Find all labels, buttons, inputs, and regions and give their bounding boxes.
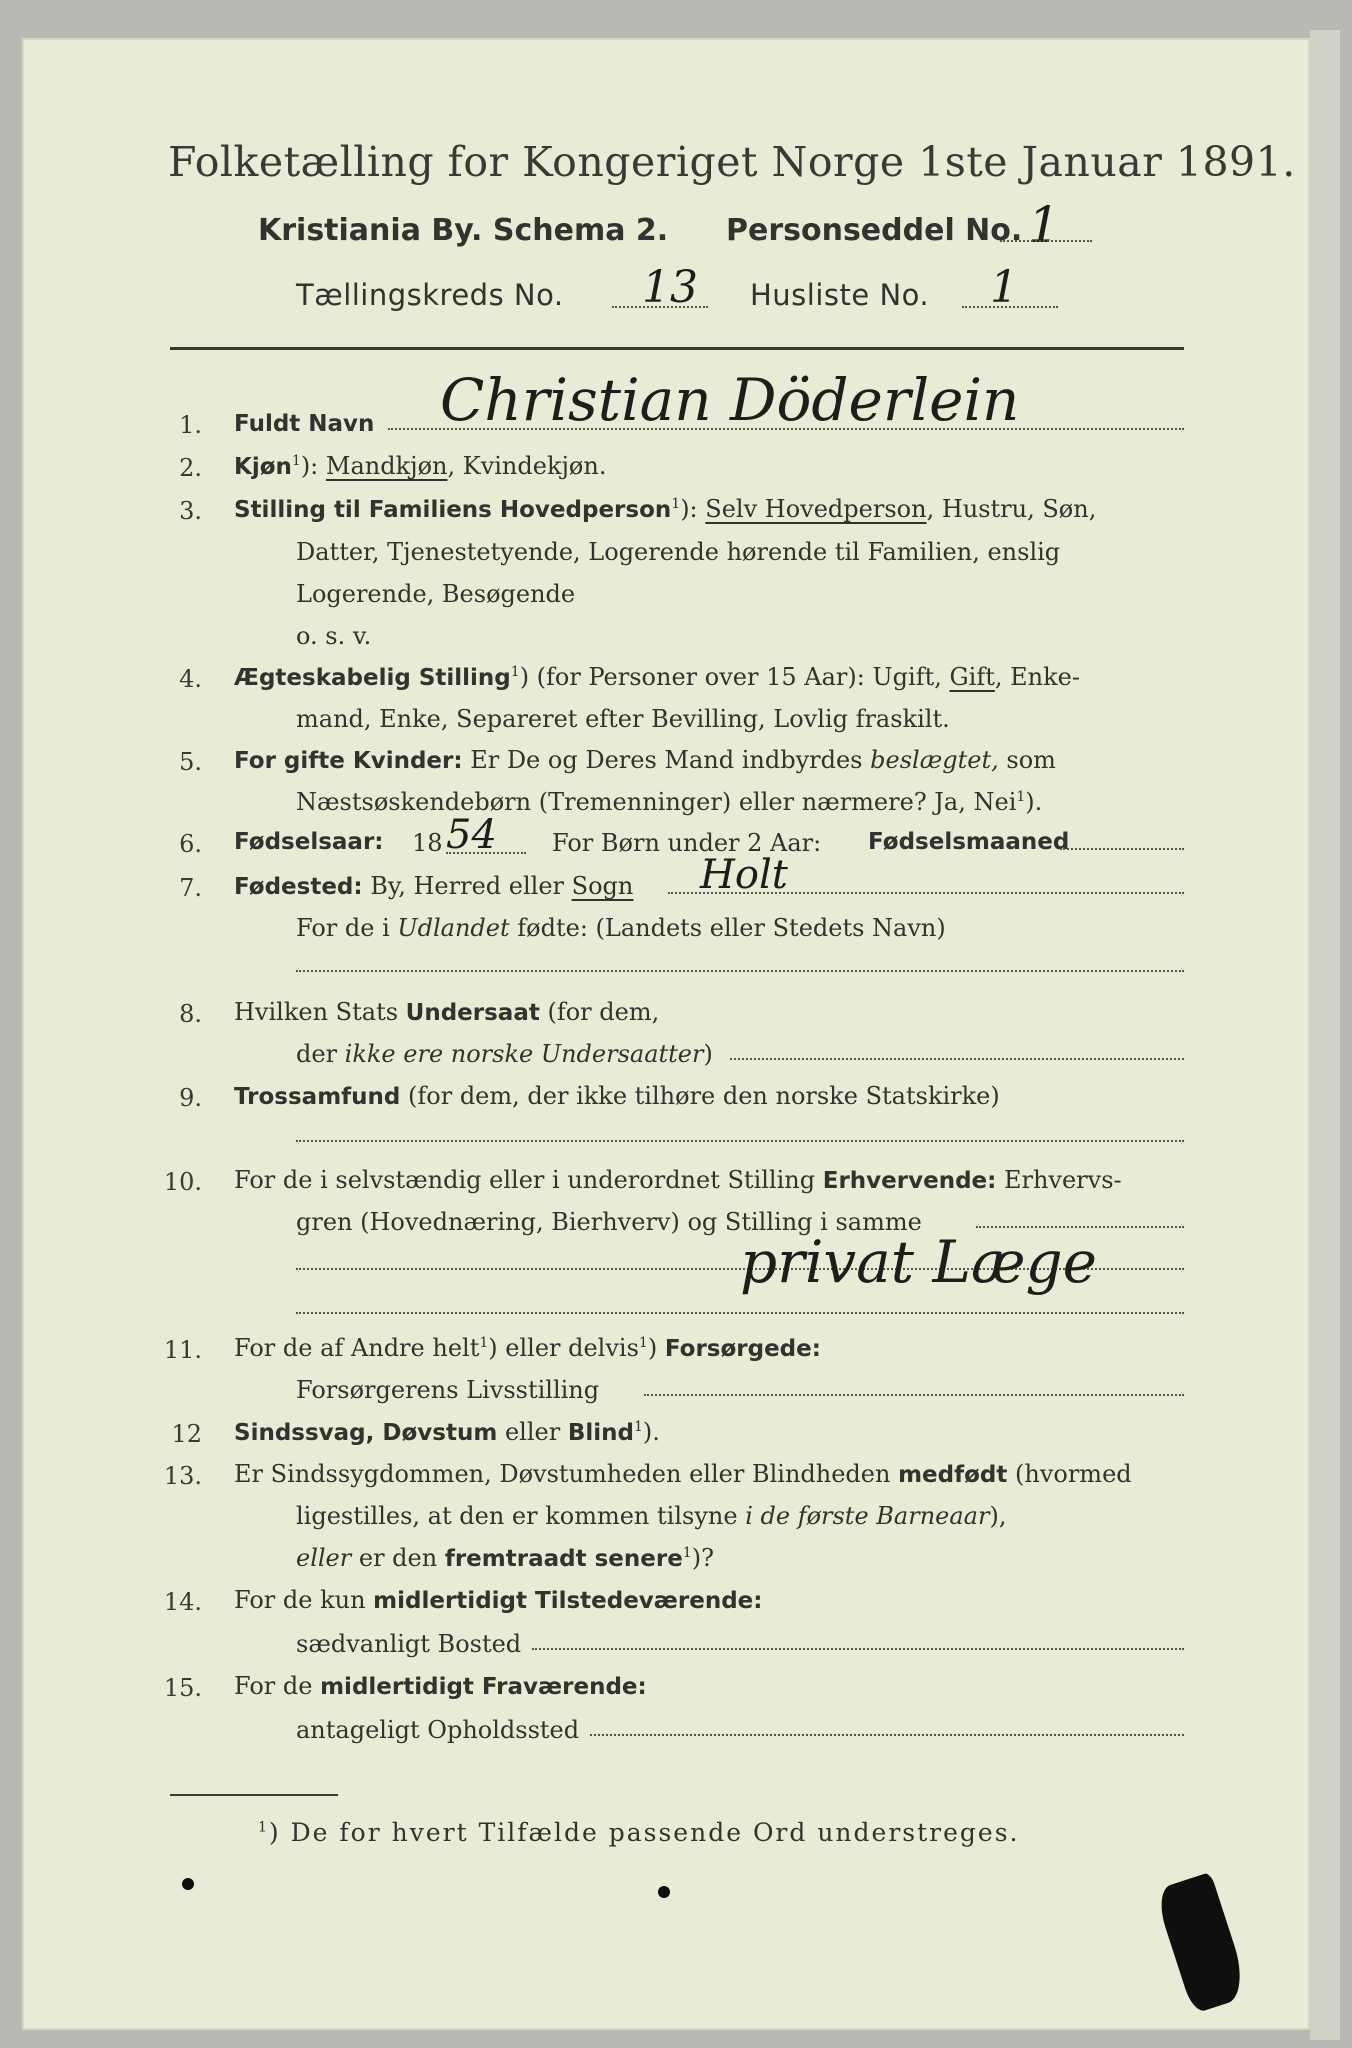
early-childhood-text: i de første Barneaar [745,1502,990,1530]
footnote-ref: 1 [638,1335,648,1351]
head-of-household-option: Selv Hovedperson [705,495,927,523]
footnote-ref: 1 [510,664,520,680]
end: ). [1025,788,1043,816]
provider-occupation-label: Forsørgerens Livsstilling [296,1376,600,1404]
abroad-dots [296,970,1184,972]
personseddel-number: 1 [1028,196,1060,254]
occupation-line2: gren (Hovednæring, Bierhverv) og Stilling i samme [296,1208,922,1236]
married-women-line [234,746,1056,774]
citizenship-dots [730,1058,1184,1060]
item-number: 12 [171,1420,202,1448]
husliste-number: 1 [990,262,1018,313]
birth-month-dots [1060,848,1184,850]
temp-present-label: midlertidigt Tilstedeværende: [373,1588,763,1614]
footnote-ref: 1 [1016,789,1026,805]
header-rule [170,347,1184,350]
abroad-rest: fødte: (Landets eller Stedets Navn) [509,914,946,942]
married-women-rest: som [998,746,1056,774]
dependents-label: Forsørgede: [664,1336,821,1362]
footnote [258,1818,1019,1847]
dependents-mid: ) eller delvis [488,1334,639,1362]
census-form-sheet [22,38,1310,2030]
household-options-line3: Logerende, Besøgende [296,580,576,608]
birth-year-label: Fødselsaar: [234,829,384,855]
citizenship-line2-pre: der [296,1040,345,1068]
personseddel-label: Personseddel No. [726,213,1023,248]
occupation-answer: privat Læge [740,1228,1097,1296]
kreds-dots [612,306,708,308]
marital-status-line [234,663,1080,691]
usual-residence-dots [532,1648,1184,1650]
end: ). [642,1418,660,1446]
religion-rest: (for dem, der ikke tilhøre den norske Statskirke) [400,1082,1000,1110]
item-number: 8. [179,1000,202,1028]
religion-label: Trossamfund [234,1084,401,1110]
footnote-ref: 1 [479,1335,489,1351]
married-women-pre: Er De og Deres Mand indbyrdes [462,746,871,774]
blind-label: Blind [567,1420,634,1446]
household-position-line [234,495,1096,523]
congenital-line2-pre: ligestilles, at den er kommen tilsyne [296,1502,746,1530]
paren: ) [703,1040,713,1068]
household-position-label: Stilling til Familiens Hovedperson [234,497,672,523]
paren: ) [647,1334,658,1362]
household-options-line2: Datter, Tjenestetyende, Logerende hørende til Familien, enslig [296,538,1061,566]
or-word: eller [296,1544,352,1572]
dependents-pre: For de af Andre helt [234,1334,480,1362]
related-word: beslægtet, [870,746,999,774]
household-options-line4: o. s. v. [296,622,372,650]
citizenship-label: Undersaat [405,1000,540,1026]
usual-residence-label: sædvanligt Bosted [296,1630,522,1658]
footnote-ref: 1 [633,1419,643,1435]
probable-residence-dots [590,1734,1184,1736]
item-number: 9. [179,1084,202,1112]
page-edge [1310,30,1340,2040]
sex-line [234,452,606,480]
birthplace-line [234,872,633,900]
birthplace-line2 [296,914,946,942]
item-number: 7. [179,874,202,902]
birth-year-answer: 54 [446,812,497,858]
provider-dots [644,1394,1184,1396]
birth-year-prefix: 18 [412,829,443,857]
item-number: 6. [179,830,202,858]
household-options: , Hustru, Søn, [926,495,1097,523]
temp-present-line [234,1586,762,1614]
later-onset-label: fremtraadt senere [444,1546,683,1572]
item-number: 11. [163,1336,202,1364]
citizenship-line2 [296,1040,713,1068]
birth-year-dots [446,852,526,854]
colon: ): [680,495,698,523]
item-number: 15. [163,1674,202,1702]
temp-absent-label: midlertidigt Fraværende: [320,1674,647,1700]
congenital-line [234,1460,1132,1488]
parish-option: Sogn [571,872,634,900]
birth-month-label: Fødselsmaaned [868,829,1070,855]
under-two-label: For Børn under 2 Aar: [552,829,822,857]
married-option: Gift [949,663,995,691]
occupation-line [234,1166,1122,1194]
marital-status-line2: mand, Enke, Separeret efter Bevilling, Lovlig fraskilt. [296,705,950,733]
sex-other-options: , Kvindekjøn. [447,452,607,480]
ink-speck [182,1878,194,1890]
congenital-pre: Er Sindssygdommen, Døvstumheden eller Blindheden [234,1460,899,1488]
religion-dots [296,1140,1184,1142]
birthplace-pre: By, Herred eller [370,872,572,900]
abroad-word: Udlandet [397,914,510,942]
kreds-number: 13 [642,262,698,313]
ink-speck [658,1886,670,1898]
end: ), [989,1502,1007,1530]
probable-residence-label: antageligt Opholdssted [296,1716,580,1744]
citizenship-pre: Hvilken Stats [234,998,406,1026]
non-norwegian-text: ikke ere norske Undersaatter [344,1040,704,1068]
birthplace-dots [668,892,1184,894]
footnote-text: ) De for hvert Tilfælde passende Ord understreges. [268,1818,1020,1847]
item-number: 10. [163,1168,202,1196]
citizenship-rest: (for dem, [539,998,660,1026]
footnote-marker: 1 [258,1819,269,1836]
temp-absent-line [234,1672,647,1700]
kreds-label: Tællingskreds No. [296,278,564,312]
husliste-label: Husliste No. [750,278,930,312]
item-number: 14. [163,1588,202,1616]
married-women-label: For gifte Kvinder: [234,748,463,774]
item-number: 1. [179,411,202,439]
footnote-ref: 1 [682,1545,692,1561]
married-women-line2 [296,788,1042,816]
marital-status-label: Ægteskabelig Stilling [234,665,511,691]
item-number: 4. [179,665,202,693]
congenital-label: medfødt [898,1462,1008,1488]
item-number: 5. [179,748,202,776]
citizenship-line [234,998,659,1026]
footnote-ref: 1 [671,496,681,512]
footnote-ref: 1 [291,453,301,469]
congenital-line3-mid: er den [351,1544,445,1572]
birthplace-answer: Holt [700,852,788,898]
end: )? [691,1544,714,1572]
disability-line [234,1418,660,1446]
full-name-label: Fuldt Navn [234,411,375,437]
dependents-line [234,1334,821,1362]
sex-male-option: Mandkjøn [325,452,448,480]
item-number: 3. [179,497,202,525]
item-number: 2. [179,454,202,482]
temp-present-pre: For de kun [234,1586,374,1614]
item-number: 13. [163,1462,202,1490]
city-schema: Kristiania By. Schema 2. [258,213,669,248]
personseddel-dots [1000,240,1092,242]
full-name-answer: Christian Döderlein [440,366,1020,434]
disability-mid: eller [497,1418,568,1446]
form-title: Folketælling for Kongeriget Norge 1ste Januar 1891. [168,138,1296,186]
sex-label: Kjøn [234,454,292,480]
occupation-dots-3 [296,1312,1184,1314]
abroad-pre: For de i [296,914,398,942]
occupation-label: Erhvervende: [822,1168,997,1194]
marital-status-rest: , Enke- [994,663,1080,691]
occupation-pre: For de i selvstændig eller i underordnet Stilling [234,1166,823,1194]
disability-label: Sindssvag, Døvstum [234,1420,498,1446]
religion-line [234,1082,1000,1110]
congenital-line2 [296,1502,1006,1530]
husliste-dots [962,306,1058,308]
congenital-rest: (hvormed [1007,1460,1132,1488]
congenital-line3 [296,1544,714,1572]
colon: ): [300,452,319,480]
marital-status-pre: ) (for Personer over 15 Aar): Ugift, [519,663,950,691]
footnote-rule [170,1794,338,1796]
birthplace-label: Fødested: [234,874,363,900]
temp-absent-pre: For de [234,1672,321,1700]
occupation-rest: Erhvervs- [996,1166,1122,1194]
cousin-question: Næstsøskendebørn (Tremenninger) eller nærmere? Ja, Nei [296,788,1017,816]
